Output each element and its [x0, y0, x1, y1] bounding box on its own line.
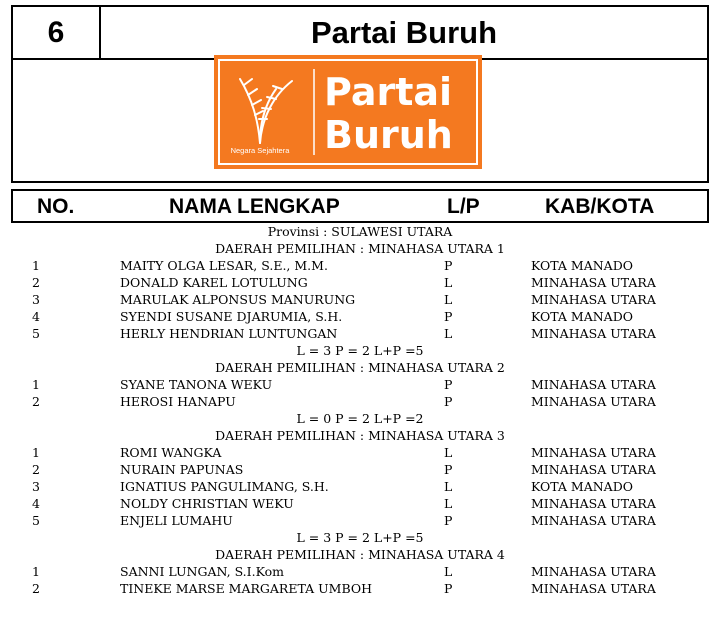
candidate-gender: P — [444, 309, 453, 324]
candidate-no: 5 — [32, 513, 40, 528]
candidate-name: SANNI LUNGAN, S.I.Kom — [120, 564, 284, 579]
district-summary-row — [0, 342, 720, 359]
candidate-gender: L — [444, 496, 453, 511]
province-row — [0, 223, 720, 240]
candidate-gender: P — [444, 462, 453, 477]
candidate-gender: L — [444, 479, 453, 494]
candidate-name: IGNATIUS PANGULIMANG, S.H. — [120, 479, 329, 494]
candidate-no: 3 — [32, 479, 40, 494]
candidate-city: MINAHASA UTARA — [531, 394, 656, 409]
district-title: DAERAH PEMILIHAN : MINAHASA UTARA 1 — [215, 241, 505, 256]
table-row — [0, 563, 720, 580]
candidate-gender: P — [444, 377, 453, 392]
table-row — [0, 291, 720, 308]
candidate-city: MINAHASA UTARA — [531, 445, 656, 460]
party-logo — [214, 55, 482, 169]
district-summary: L = 3 P = 2 L+P =5 — [296, 530, 424, 545]
district-title-row — [0, 427, 720, 444]
candidate-name: ROMI WANGKA — [120, 445, 222, 460]
table-row — [0, 580, 720, 597]
candidate-no: 4 — [32, 496, 40, 511]
district-title-row — [0, 546, 720, 563]
candidate-gender: L — [444, 292, 453, 307]
candidate-name: MARULAK ALPONSUS MANURUNG — [120, 292, 356, 307]
candidate-no: 2 — [32, 394, 40, 409]
candidate-city: KOTA MANADO — [531, 309, 633, 324]
district-summary-row — [0, 410, 720, 427]
candidate-name: ENJELI LUMAHU — [120, 513, 233, 528]
candidate-gender: P — [444, 394, 453, 409]
district-summary-row — [0, 529, 720, 546]
candidate-city: MINAHASA UTARA — [531, 564, 656, 579]
candidate-no: 2 — [32, 462, 40, 477]
candidate-no: 1 — [32, 377, 40, 392]
table-row — [0, 512, 720, 529]
party-number: 6 — [13, 7, 101, 58]
table-row — [0, 325, 720, 342]
candidate-name: MAITY OLGA LESAR, S.E., M.M. — [120, 258, 328, 273]
candidate-city: MINAHASA UTARA — [531, 377, 656, 392]
column-header-row — [11, 189, 709, 223]
table-row — [0, 393, 720, 410]
district-summary: L = 3 P = 2 L+P =5 — [296, 343, 424, 358]
logo-word-1: Partai — [324, 70, 453, 114]
candidate-city: MINAHASA UTARA — [531, 326, 656, 341]
candidate-name: NURAIN PAPUNAS — [120, 462, 244, 477]
candidate-name: HERLY HENDRIAN LUNTUNGAN — [120, 326, 338, 341]
candidate-gender: P — [444, 258, 453, 273]
candidate-name: SYANE TANONA WEKU — [120, 377, 273, 392]
candidate-gender: L — [444, 564, 453, 579]
district-title-row — [0, 240, 720, 257]
column-header-no: NO. — [37, 195, 75, 218]
candidate-city: MINAHASA UTARA — [531, 513, 656, 528]
candidate-city: KOTA MANADO — [531, 479, 633, 494]
candidate-gender: L — [444, 326, 453, 341]
table-row — [0, 257, 720, 274]
district-summary: L = 0 P = 2 L+P =2 — [296, 411, 424, 426]
candidate-name: DONALD KAREL LOTULUNG — [120, 275, 308, 290]
district-title: DAERAH PEMILIHAN : MINAHASA UTARA 2 — [215, 360, 505, 375]
candidate-city: MINAHASA UTARA — [531, 496, 656, 511]
logo-word-2: Buruh — [324, 113, 453, 157]
candidate-name: HEROSI HANAPU — [120, 394, 236, 409]
candidate-city: KOTA MANADO — [531, 258, 633, 273]
candidate-gender: L — [444, 275, 453, 290]
candidate-no: 5 — [32, 326, 40, 341]
district-title: DAERAH PEMILIHAN : MINAHASA UTARA 4 — [215, 547, 505, 562]
candidate-no: 1 — [32, 564, 40, 579]
table-row — [0, 308, 720, 325]
candidate-no: 3 — [32, 292, 40, 307]
province-label: Provinsi : SULAWESI UTARA — [267, 224, 453, 239]
table-row — [0, 495, 720, 512]
table-row — [0, 444, 720, 461]
column-header-gender: L/P — [447, 195, 480, 218]
candidate-name: SYENDI SUSANE DJARUMIA, S.H. — [120, 309, 343, 324]
party-name: Partai Buruh — [310, 14, 498, 50]
table-row — [0, 274, 720, 291]
column-header-city: KAB/KOTA — [545, 195, 655, 218]
table-row — [0, 461, 720, 478]
column-header-name: NAMA LENGKAP — [169, 195, 340, 218]
candidate-gender: P — [444, 581, 453, 596]
candidate-name: TINEKE MARSE MARGARETA UMBOH — [120, 581, 373, 596]
district-title: DAERAH PEMILIHAN : MINAHASA UTARA 3 — [215, 428, 505, 443]
logo-tagline: Negara Sejahtera — [230, 146, 290, 155]
table-row — [0, 376, 720, 393]
candidate-no: 4 — [32, 309, 40, 324]
district-title-row — [0, 359, 720, 376]
candidate-gender: P — [444, 513, 453, 528]
candidate-no: 2 — [32, 275, 40, 290]
candidate-name: NOLDY CHRISTIAN WEKU — [120, 496, 294, 511]
candidate-gender: L — [444, 445, 453, 460]
table-row — [0, 478, 720, 495]
candidate-no: 1 — [32, 258, 40, 273]
candidate-no: 1 — [32, 445, 40, 460]
candidate-city: MINAHASA UTARA — [531, 292, 656, 307]
candidate-city: MINAHASA UTARA — [531, 581, 656, 596]
candidate-city: MINAHASA UTARA — [531, 275, 656, 290]
candidate-no: 2 — [32, 581, 40, 596]
candidate-city: MINAHASA UTARA — [531, 462, 656, 477]
